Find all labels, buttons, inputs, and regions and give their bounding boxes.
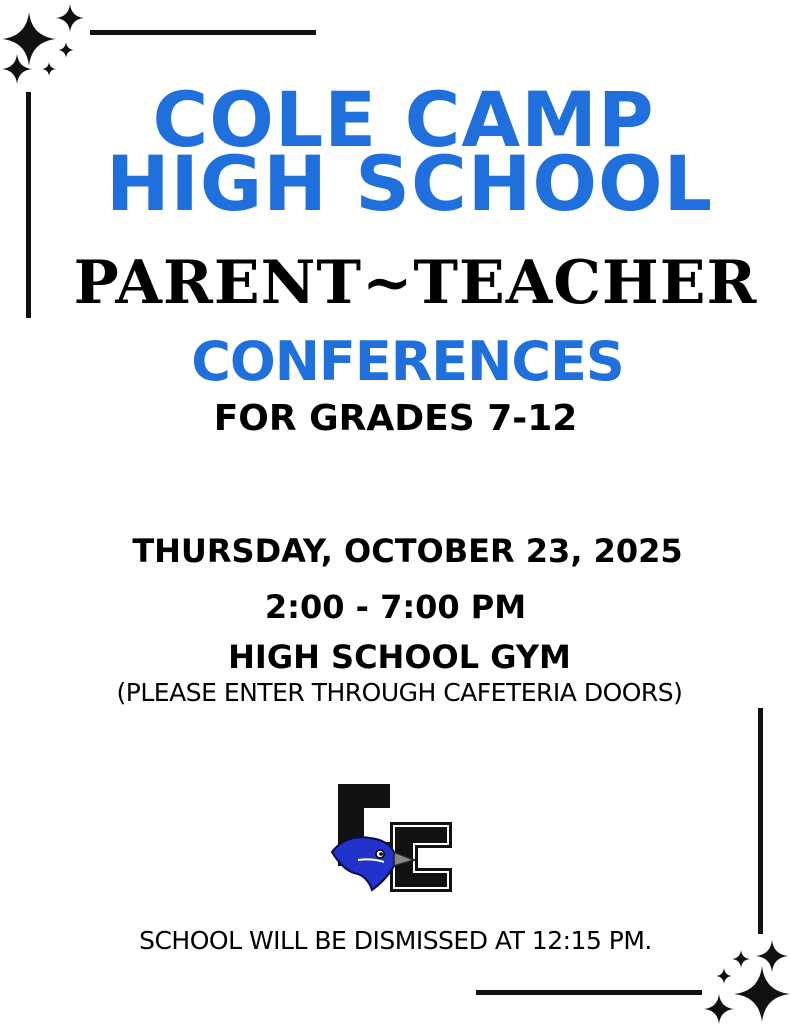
event-time: 2:00 - 7:00 PM	[264, 588, 527, 626]
school-name-line1: COLE CAMP	[152, 75, 655, 164]
event-title-line2: CONFERENCES	[191, 330, 624, 393]
sparkle-icon	[2, 54, 32, 84]
grades-label: FOR GRADES 7-12	[213, 398, 578, 439]
sparkle-icon	[42, 62, 56, 76]
frame-line-bottom	[476, 990, 702, 995]
event-title-line1: PARENT~TEACHER	[73, 248, 758, 318]
school-logo	[328, 780, 460, 896]
sparkle-icon	[704, 994, 734, 1024]
event-location: HIGH SCHOOL GYM	[228, 638, 571, 676]
bluejay-mascot-icon	[328, 830, 416, 894]
sparkle-icon	[734, 966, 790, 1022]
event-date: THURSDAY, OCTOBER 23, 2025	[132, 532, 683, 570]
sparkle-icon	[58, 42, 74, 58]
sparkle-icon	[56, 4, 84, 32]
sparkle-icon	[716, 968, 732, 984]
entrance-note: (PLEASE ENTER THROUGH CAFETERIA DOORS)	[116, 678, 683, 707]
school-name-line2: HIGH SCHOOL	[105, 139, 714, 228]
frame-line-top	[90, 30, 316, 35]
dismissal-note: SCHOOL WILL BE DISMISSED AT 12:15 PM.	[139, 926, 652, 955]
frame-line-right	[758, 708, 763, 934]
